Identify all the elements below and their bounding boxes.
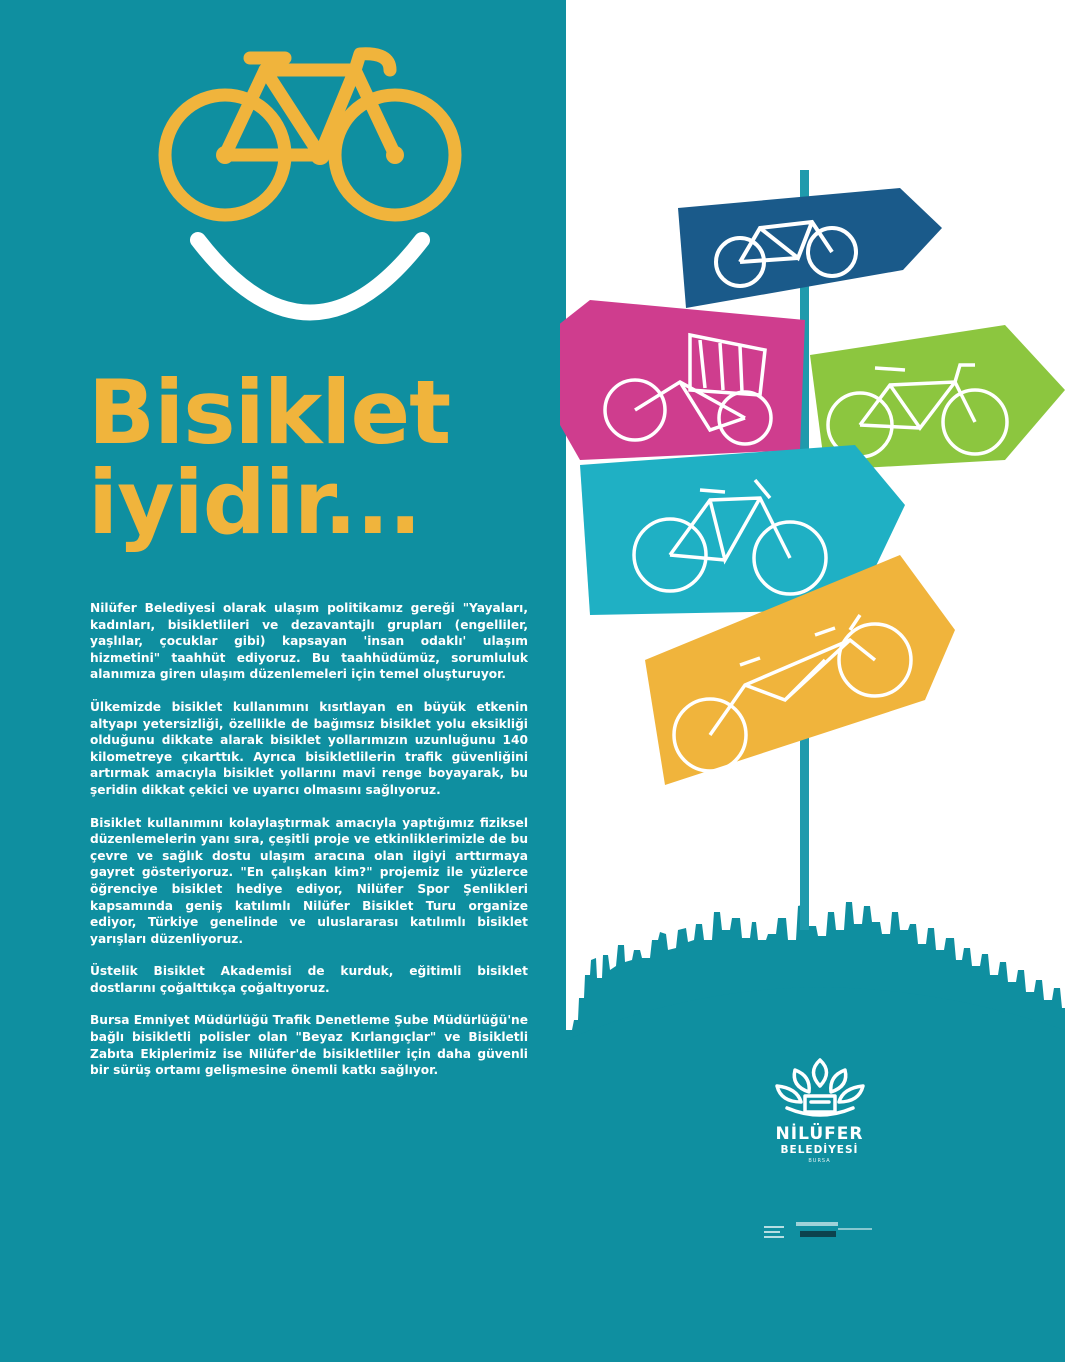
signpost-illustration: [560, 160, 1065, 1060]
lotus-emblem-icon: [765, 1050, 875, 1122]
bicycle-smile-icon: [150, 40, 470, 350]
paragraph: Ülkemizde bisiklet kullanımını kısıtlayan en büyük etkenin altyapı yetersizliği, özellikle de bağımsız bisiklet yolu eksikliği olduğunu dikkate alarak bisiklet yollarımızın uzunluğunu 140 kilometreye çıkarttık. Ayrıca bisikletlilerin trafik güvenliğini artırmak amacıyla bisiklet yollarını mavi renge boyayarak, bu şeridin dikkat çekici ve uyarıcı olmasını sağlıyoruz.: [90, 699, 528, 797]
partner-logos: [760, 1218, 875, 1244]
headline-line-2: iyidir...: [88, 451, 421, 554]
sign-rickshaw: [560, 300, 805, 460]
paragraph: Bursa Emniyet Müdürlüğü Trafik Denetleme Şube Müdürlüğü'ne bağlı bisikletli polisler olan "Beyaz Kırlangıçlar" ve Bisikletli Zabıta Ekiplerimiz ise Nilüfer'de bisikletliler için daha güvenli bir sürüş ortamı gelişmesine önemli katkı sağlıyor.: [90, 1013, 528, 1078]
paragraph: Üstelik Bisiklet Akademisi de kurduk, eğitimli bisiklet dostlarını çoğalttıkça çoğaltıyoruz.: [90, 964, 528, 995]
brand-city: BURSA: [808, 1158, 831, 1164]
paragraph: Nilüfer Belediyesi olarak ulaşım politikamız gereği "Yayaları, kadınları, bisikletlileri ve dezavantajlı grupları (engelliler, yaşlılar, çocuklar gibi) kapsayan 'insan odaklı' ulaşım hizmetini" taahhüt ediyoruz. Bu taahhüdümüz, sorumluluk alanımıza giren ulaşım düzenlemeleri için temel oluşturuyor.: [90, 601, 528, 682]
sign-road-bike: [678, 188, 942, 308]
headline-line-1: Bisiklet: [88, 361, 451, 464]
paragraph: Bisiklet kullanımını kolaylaştırmak amacıyla yaptığımız fiziksel düzenlemelerin yanı sıra, çeşitli proje ve etkinliklerimizle de bu çevre ve sağlık dostu ulaşım aracına olan ilgiyi arttırmaya gayret gösteriyoruz. "En çalışkan kim?" projemiz ile yüzlerce öğrenciye bisiklet hediye ediyor, Nilüfer Spor Şenlikleri kapsamında geniş katılımlı Nilüfer Bisiklet Turu organize ediyor, Türkiye genelinde ve uluslararası katılımlı bisiklet yarışları düzenliyoruz.: [90, 815, 528, 946]
brand-name: NİLÜFER: [775, 1124, 864, 1144]
headline: [88, 361, 451, 554]
brand-logo: [752, 1050, 887, 1165]
brand-subtitle: BELEDİYESİ: [780, 1144, 859, 1156]
body-text: [90, 600, 528, 1095]
